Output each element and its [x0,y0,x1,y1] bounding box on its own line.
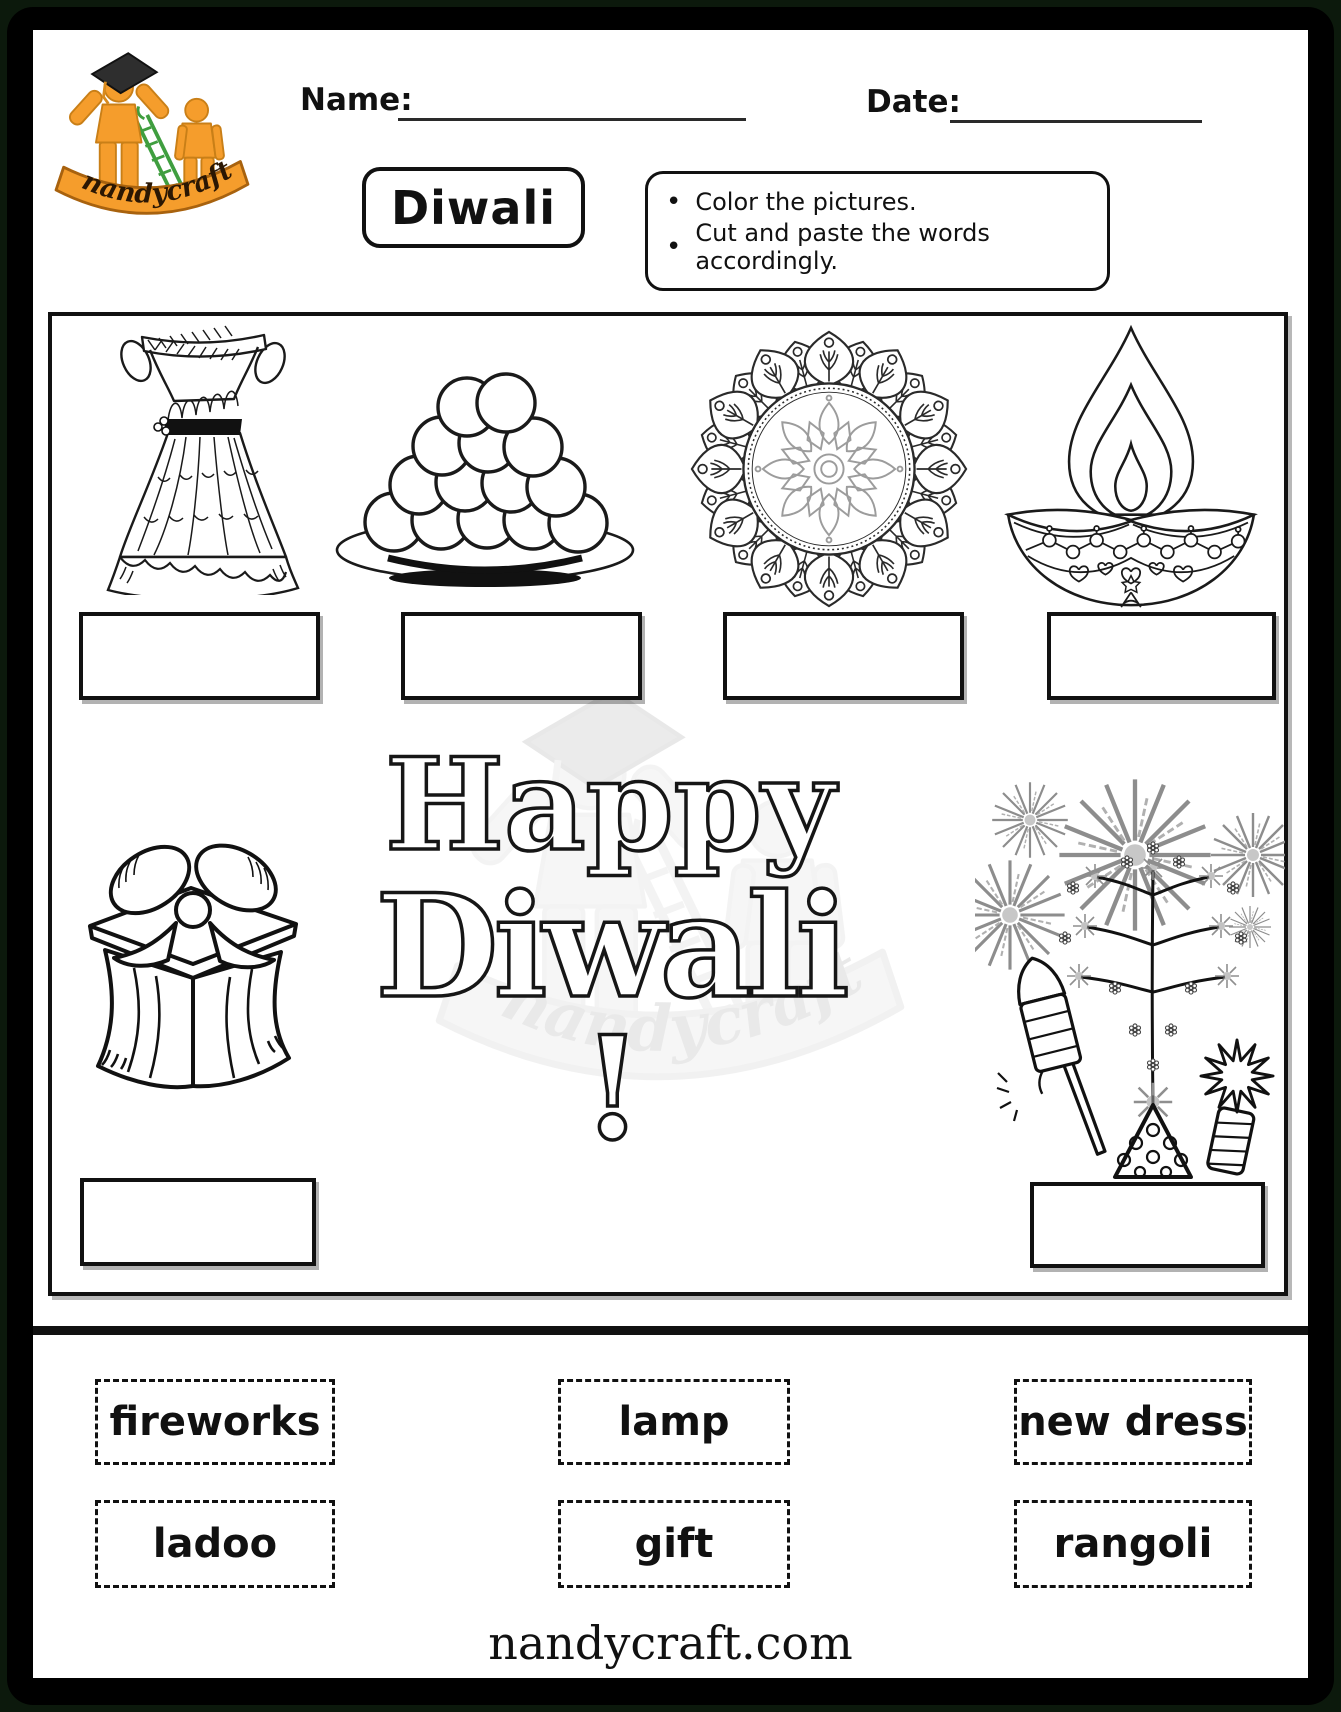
new-dress-picture [100,325,305,595]
word-card-gift[interactable] [558,1500,790,1588]
word-card-label: gift [634,1521,714,1567]
bullet-icon: • [666,232,682,262]
word-card-label: lamp [618,1399,730,1445]
date-input-line[interactable] [950,86,1202,123]
word-card-ladoo[interactable] [95,1500,335,1588]
nandycraft-logo [52,38,252,228]
greeting-line-happy: Happy [384,731,836,879]
bullet-icon: • [666,187,682,217]
greeting-line-diwali: Diwali ! [375,864,845,1172]
name-label: Name: [300,82,413,118]
word-card-new-dress[interactable] [1014,1379,1252,1465]
word-card-rangoli[interactable] [1014,1500,1252,1588]
fireworks-picture [975,730,1285,1190]
footer-website: nandycraft.com [488,1616,853,1670]
worksheet-title: Diwali [390,180,557,235]
answer-box-gift[interactable] [80,1178,316,1266]
answer-box-rangoli[interactable] [723,612,964,700]
rangoli-picture [688,328,970,610]
name-input-line[interactable] [398,84,746,121]
date-label: Date: [866,84,961,120]
cut-line-divider [33,1326,1308,1335]
gift-picture [72,828,317,1093]
instruction-text: Color the pictures. [695,188,917,216]
answer-box-lamp[interactable] [1047,612,1276,700]
word-card-label: ladoo [152,1521,278,1567]
answer-box-new-dress[interactable] [79,612,320,700]
instruction-item [666,219,1089,275]
ladoo-picture [330,352,640,602]
word-card-label: new dress [1018,1399,1248,1445]
lamp-picture [995,322,1267,612]
worksheet-title-box [362,167,585,248]
word-card-fireworks[interactable] [95,1379,335,1465]
instruction-item [666,187,1089,217]
word-card-lamp[interactable] [558,1379,790,1465]
answer-box-ladoo[interactable] [401,612,642,700]
instruction-text: Cut and paste the words accordingly. [695,219,990,275]
instructions-box [645,171,1110,291]
word-card-label: fireworks [109,1399,321,1445]
answer-box-fireworks[interactable] [1030,1182,1265,1268]
word-card-label: rangoli [1053,1521,1213,1567]
